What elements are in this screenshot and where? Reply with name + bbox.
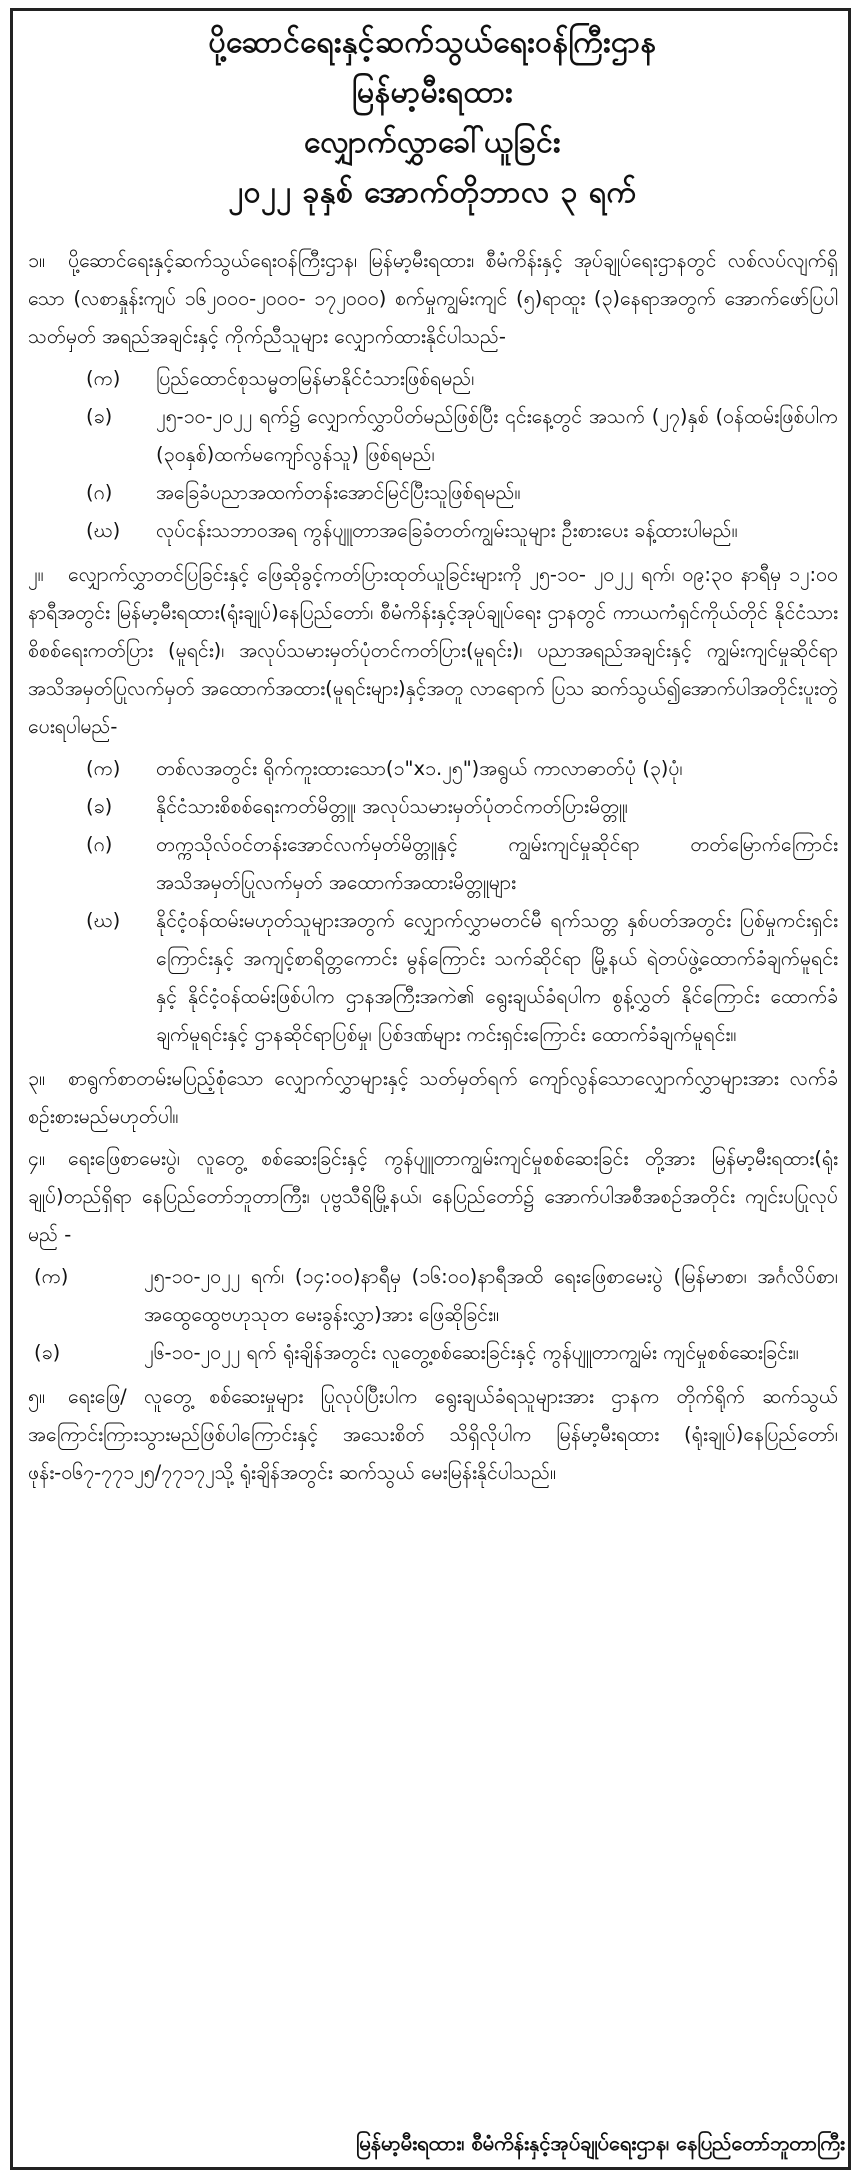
section-number: ၅။ bbox=[28, 1385, 45, 1408]
item-label: (ဂ) bbox=[86, 481, 113, 504]
ministry-title: ပို့ဆောင်ရေးနှင့်ဆက်သွယ်ရေးဝန်ကြီးဌာန bbox=[208, 25, 657, 60]
item-text: အခြေခံပညာအထက်တန်းအောင်မြင်ပြီးသူဖြစ်ရမည်။ bbox=[156, 481, 521, 504]
list-item bbox=[28, 1334, 838, 1372]
section-4-items bbox=[28, 1258, 838, 1372]
section-number: ၂။ bbox=[28, 563, 44, 586]
list-item bbox=[28, 512, 838, 550]
item-label: (ခ) bbox=[86, 405, 113, 428]
item-label: (က) bbox=[86, 757, 121, 780]
item-label: (ဃ) bbox=[86, 519, 121, 542]
notice-header bbox=[0, 18, 865, 218]
item-text: ၂၅-၁၀-၂၀၂၂ ရက်၊ (၁၄:၀၀)နာရီမှ (၁၆:၀၀)နာရီအထိ ရေးဖြေစာမေးပွဲ (မြန်မာစာ၊ အင်္ဂလိပ်စာ၊ အထွေထွေဗဟုသုတ မေးခွန်းလွှာ)အား ဖြေဆိုခြင်း။ bbox=[144, 1265, 838, 1326]
section-3 bbox=[28, 1060, 838, 1136]
notice-date: ၂၀၂၂ ခုနှစ် အောက်တိုဘာလ ၃ ရက် bbox=[228, 175, 637, 210]
item-label: (ဃ) bbox=[86, 909, 121, 932]
notice-title: လျှောက်လွှာခေါ်ယူခြင်း bbox=[304, 125, 561, 160]
item-text: နိုင်ငံသားစိစစ်ရေးကတ်မိတ္တူ၊ အလုပ်သမားမှတ်ပုံတင်ကတ်ပြားမိတ္တူ၊ bbox=[156, 795, 628, 818]
section-2-items bbox=[28, 750, 838, 1054]
item-text: လုပ်ငန်းသဘာဝအရ ကွန်ပျူတာအခြေခံတတ်ကျွမ်းသူများ ဦးစားပေး ခန့်ထားပါမည်။ bbox=[156, 519, 738, 542]
section-5 bbox=[28, 1378, 838, 1492]
section-4 bbox=[28, 1140, 838, 1254]
section-text: ရေးဖြေ/ လူတွေ့ စစ်ဆေးမှုများ ပြုလုပ်ပြီးပါက ရွေးချယ်ခံရသူများအား ဌာနက တိုက်ရိုက် ဆက်သွယ်အကြောင်းကြားသွားမည်ဖြစ်ပါကြောင်းနှင့် အသေးစိတ် သိရှိလိုပါက မြန်မာ့မီးရထား (ရုံးချုပ်)နေပြည်တော်၊ ဖုန်း-၀၆၇-၇၇၁၂၅/၇၇၁၇၂သို့ ရုံးချိန်အတွင်း ဆက်သွယ် မေးမြန်းနိုင်ပါသည်။ bbox=[28, 1385, 838, 1484]
notice-signature: မြန်မာ့မီးရထား၊ စီမံကိန်းနှင့်အုပ်ချုပ်ရေးဌာန၊ နေပြည်တော်ဘူတာကြီး bbox=[355, 2131, 845, 2155]
list-item bbox=[28, 826, 838, 902]
section-number: ၃။ bbox=[28, 1067, 45, 1090]
item-label: (ခ) bbox=[86, 795, 113, 818]
department-title: မြန်မာ့မီးရထား bbox=[351, 75, 514, 110]
list-item bbox=[28, 360, 838, 398]
section-number: ၄။ bbox=[28, 1147, 45, 1170]
notice-body bbox=[28, 242, 838, 1496]
section-text: ပို့ဆောင်ရေးနှင့်ဆက်သွယ်ရေးဝန်ကြီးဌာန၊ မြန်မာ့မီးရထား၊ စီမံကိန်းနှင့် အုပ်ချုပ်ရေးဌာနတွင် လစ်လပ်လျက်ရှိသော (လစာနှုန်းကျပ် ၁၆၂၀၀၀-၂၀၀၀- ၁၇၂၀၀၀) စက်မှုကျွမ်းကျင် (၅)ရာထူး (၃)နေရာအတွက် အောက်ဖော်ပြပါ သတ်မှတ် အရည်အချင်းနှင့် ကိုက်ညီသူများ လျှောက်ထားနိုင်ပါသည်- bbox=[28, 249, 838, 348]
list-item bbox=[28, 902, 838, 1054]
item-text: ၂၅-၁၀-၂၀၂၂ ရက်၌ လျှောက်လွှာပိတ်မည်ဖြစ်ပြီး ၎င်းနေ့တွင် အသက် (၂၇)နှစ် (ဝန်ထမ်းဖြစ်ပါက (၃၀နှစ်)ထက်မကျော်လွန်သူ) ဖြစ်ရမည်၊ bbox=[156, 405, 838, 466]
list-item bbox=[28, 788, 838, 826]
section-number: ၁။ bbox=[28, 249, 45, 272]
item-text: တက္ကသိုလ်ဝင်တန်းအောင်လက်မှတ်မိတ္တူနှင့် ကျွမ်းကျင်မှုဆိုင်ရာ တတ်မြောက်ကြောင်း အသိအမှတ်ပြုလက်မှတ် အထောက်အထားမိတ္တူများ bbox=[156, 833, 838, 894]
list-item bbox=[28, 398, 838, 474]
section-text: စာရွက်စာတမ်းမပြည့်စုံသော လျှောက်လွှာများနှင့် သတ်မှတ်ရက် ကျော်လွန်သောလျှောက်လွှာများအား လက်ခံစဉ်းစားမည်မဟုတ်ပါ။ bbox=[28, 1067, 838, 1128]
item-text: တစ်လအတွင်း ရိုက်ကူးထားသော(၁"x၁.၂၅")အရွယ် ကာလာဓာတ်ပုံ (၃)ပုံ၊ bbox=[156, 757, 683, 780]
list-item bbox=[28, 750, 838, 788]
item-text: ပြည်ထောင်စုသမ္မတမြန်မာနိုင်ငံသားဖြစ်ရမည်၊ bbox=[156, 367, 475, 390]
item-label: (ဂ) bbox=[86, 833, 113, 856]
item-label: (က) bbox=[86, 367, 121, 390]
item-text: ၂၆-၁၀-၂၀၂၂ ရက် ရုံးချိန်အတွင်း လူတွေ့စစ်ဆေးခြင်းနှင့် ကွန်ပျူတာကျွမ်း ကျင်မှုစစ်ဆေးခြင်း။ bbox=[144, 1341, 799, 1364]
section-text: လျှောက်လွှာတင်ပြခြင်းနှင့် ဖြေဆိုခွင့်ကတ်ပြားထုတ်ယူခြင်းများကို ၂၅-၁၀- ၂၀၂၂ ရက်၊ ၀၉:၃၀ နာရီမှ ၁၂:၀၀ နာရီအတွင်း မြန်မာ့မီးရထား(ရုံးချုပ်)နေပြည်တော်၊ စီမံကိန်းနှင့်အုပ်ချုပ်ရေး ဌာနတွင် ကာယကံရှင်ကိုယ်တိုင် နိုင်ငံသားစိစစ်ရေးကတ်ပြား (မူရင်း)၊ အလုပ်သမားမှတ်ပုံတင်ကတ်ပြား(မူရင်း)၊ ပညာအရည်အချင်းနှင့် ကျွမ်းကျင်မှုဆိုင်ရာ အသိအမှတ်ပြုလက်မှတ် အထောက်အထား(မူရင်းများ)နှင့်အတူ လာရောက် ပြသ ဆက်သွယ်၍အောက်ပါအတိုင်းပူးတွဲပေးရပါမည်- bbox=[28, 563, 838, 738]
item-text: နိုင်ငံ့ဝန်ထမ်းမဟုတ်သူများအတွက် လျှောက်လွှာမတင်မီ ရက်သတ္တ နှစ်ပတ်အတွင်း ပြစ်မှုကင်းရှင်းကြောင်းနှင့် အကျင့်စာရိတ္တကောင်း မွန်ကြောင်း သက်ဆိုင်ရာ မြို့နယ် ရဲတပ်ဖွဲ့ထောက်ခံချက်မူရင်းနှင့် နိုင်ငံ့ဝန်ထမ်းဖြစ်ပါက ဌာနအကြီးအကဲ၏ ရွေးချယ်ခံရပါက စွန့်လွှတ် နိုင်ကြောင်း ထောက်ခံချက်မူရင်းနှင့် ဌာနဆိုင်ရာပြစ်မှု၊ ပြစ်ဒဏ်များ ကင်းရှင်းကြောင်း ထောက်ခံချက်မူရင်း။ bbox=[156, 909, 838, 1046]
section-text: ရေးဖြေစာမေးပွဲ၊ လူတွေ့ စစ်ဆေးခြင်းနှင့် ကွန်ပျူတာကျွမ်းကျင်မှုစစ်ဆေးခြင်း တို့အား မြန်မာ့မီးရထား(ရုံးချုပ်)တည်ရှိရာ နေပြည်တော်ဘူတာကြီး၊ ပုဗ္ဗသီရိမြို့နယ်၊ နေပြည်တော်၌ အောက်ပါအစီအစဉ်အတိုင်း ကျင်းပပြုလုပ်မည် - bbox=[28, 1147, 838, 1246]
list-item bbox=[28, 1258, 838, 1334]
list-item bbox=[28, 474, 838, 512]
section-2 bbox=[28, 556, 838, 746]
section-1-items bbox=[28, 360, 838, 550]
section-1 bbox=[28, 242, 838, 356]
item-label: (ခ) bbox=[34, 1341, 61, 1364]
item-label: (က) bbox=[34, 1265, 69, 1288]
